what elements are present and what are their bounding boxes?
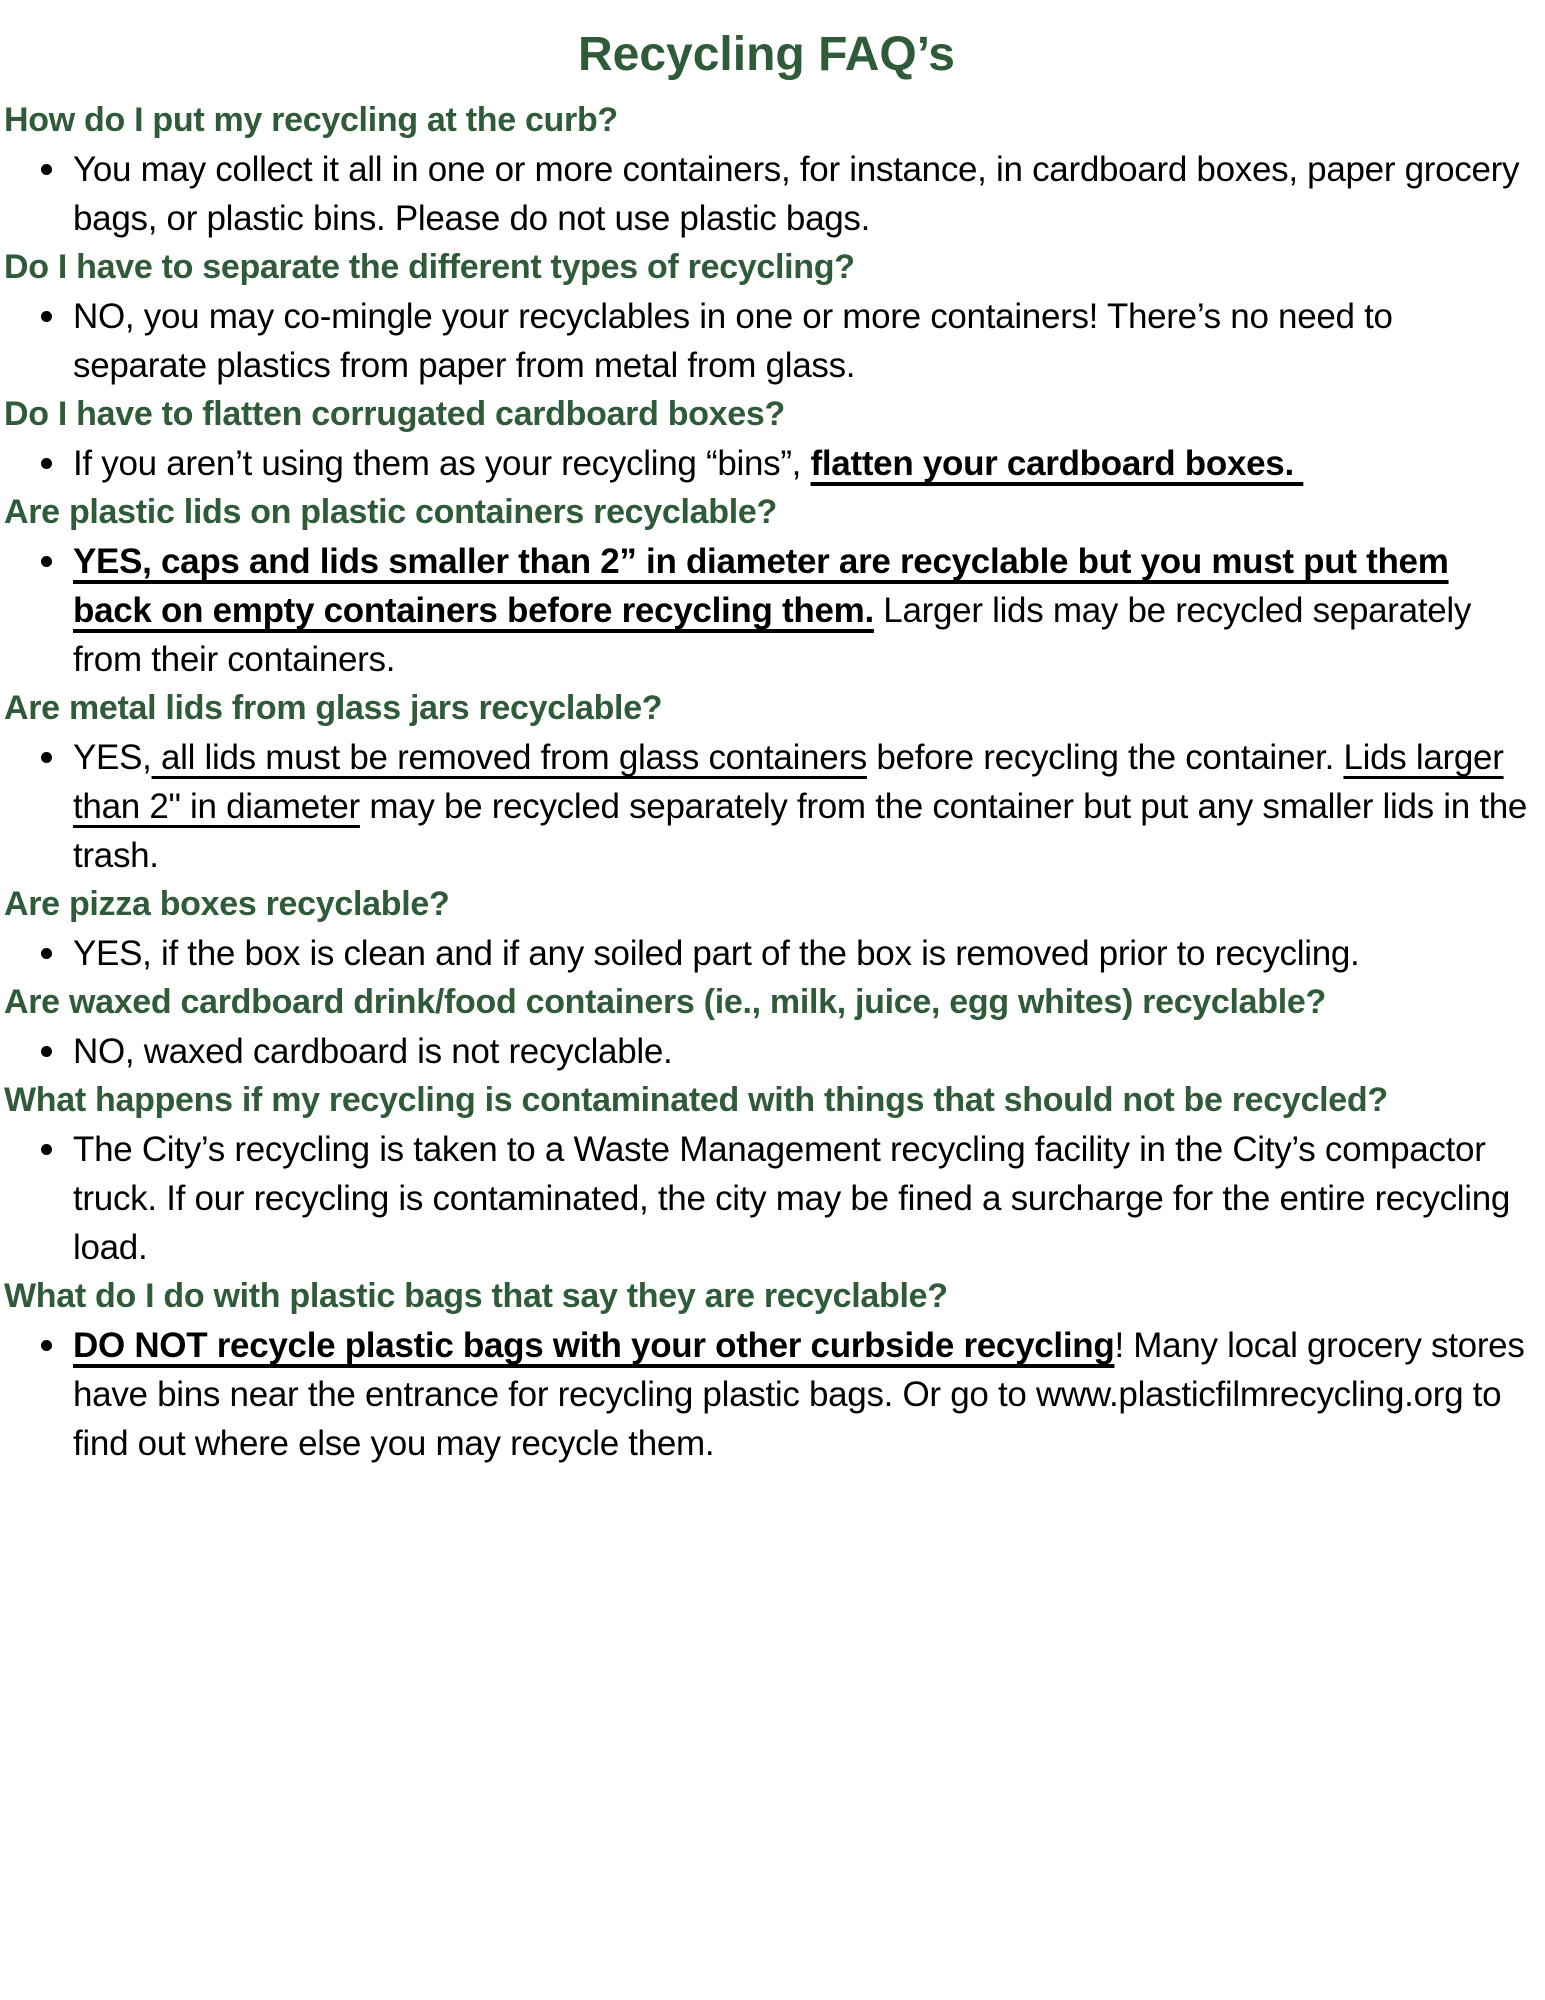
faq-question: What do I do with plastic bags that say they are recyclable? bbox=[4, 1277, 948, 1315]
faq-question: Are plastic lids on plastic containers recyclable? bbox=[4, 493, 777, 531]
answer-segment-normal: YES, bbox=[73, 738, 152, 777]
answer-segment-normal: NO, you may co-mingle your recyclables in one or more containers! There’s no need to separate plastics from paper from metal from glass. bbox=[73, 297, 1393, 385]
bullet-icon bbox=[41, 948, 52, 959]
answer-segment-normal: may be recycled separately from the container but put any smaller lids in the trash. bbox=[73, 787, 1528, 875]
faq-answer bbox=[4, 537, 1529, 684]
faq-answer-text bbox=[73, 733, 1529, 880]
answer-segment-underline: Lids larger than 2" in diameter bbox=[73, 738, 1504, 826]
bullet-icon bbox=[41, 164, 52, 175]
answer-segment-normal: If you aren’t using them as your recycling “bins”, bbox=[73, 444, 811, 483]
answer-segment-normal: NO, waxed cardboard is not recyclable. bbox=[73, 1032, 673, 1071]
faq-answer-text bbox=[73, 145, 1529, 243]
faq-answer-text bbox=[73, 537, 1529, 684]
faq-answer bbox=[4, 292, 1529, 390]
answer-segment-normal: The City’s recycling is taken to a Waste Management recycling facility in the City’s compactor truck. If our recycling is contaminated, the city may be fined a surcharge for the entire recycling load. bbox=[73, 1130, 1511, 1267]
bullet-icon bbox=[41, 556, 52, 567]
bullet-icon bbox=[41, 1340, 52, 1351]
faq-answer bbox=[4, 1027, 1529, 1076]
answer-segment-normal: You may collect it all in one or more containers, for instance, in cardboard boxes, paper grocery bags, or plastic bins. Please do not use plastic bags. bbox=[73, 150, 1520, 238]
faq-question: Are pizza boxes recyclable? bbox=[4, 885, 450, 923]
faq-answer-text bbox=[73, 1321, 1529, 1468]
bullet-icon bbox=[41, 458, 52, 469]
answer-segment-underline: all lids must be removed from glass containers bbox=[151, 738, 867, 777]
faq-answer-text bbox=[73, 929, 1529, 978]
faq-answer bbox=[4, 145, 1529, 243]
faq-question: Do I have to flatten corrugated cardboard boxes? bbox=[4, 395, 785, 433]
answer-segment-normal: Larger lids may be recycled separately from their containers. bbox=[73, 591, 1472, 679]
faq-answer bbox=[4, 929, 1529, 978]
bullet-icon bbox=[41, 752, 52, 763]
answer-segment-normal: YES, if the box is clean and if any soiled part of the box is removed prior to recycling. bbox=[73, 934, 1360, 973]
faq-answer bbox=[4, 733, 1529, 880]
faq-question: Are waxed cardboard drink/food containers (ie., milk, juice, egg whites) recyclable? bbox=[4, 983, 1326, 1021]
faq-answer-text bbox=[73, 1027, 1529, 1076]
answer-segment-bold-underline: DO NOT recycle plastic bags with your other curbside recycling bbox=[73, 1326, 1115, 1365]
faq-question: How do I put my recycling at the curb? bbox=[4, 101, 618, 139]
bullet-icon bbox=[41, 311, 52, 322]
answer-segment-normal: ! Many local grocery stores have bins near the entrance for recycling plastic bags. Or go to www.plasticfilmrecycling.org to find out where else you may recycle them. bbox=[73, 1326, 1525, 1463]
faq-question: Are metal lids from glass jars recyclable? bbox=[4, 689, 663, 727]
faq-list bbox=[4, 96, 1529, 1468]
answer-segment-normal: before recycling the container. bbox=[866, 738, 1344, 777]
faq-question: What happens if my recycling is contaminated with things that should not be recycled? bbox=[4, 1081, 1388, 1119]
faq-answer-text bbox=[73, 439, 1529, 488]
answer-segment-bold-underline: flatten your cardboard boxes. bbox=[810, 444, 1304, 483]
answer-segment-bold-underline: YES, caps and lids smaller than 2” in diameter are recyclable but you must put them back on empty containers before recycling them. bbox=[73, 542, 1449, 630]
faq-answer bbox=[4, 439, 1529, 488]
faq-question: Do I have to separate the different types of recycling? bbox=[4, 248, 855, 286]
faq-answer-text bbox=[73, 292, 1529, 390]
faq-answer bbox=[4, 1321, 1529, 1468]
faq-answer-text bbox=[73, 1125, 1529, 1272]
faq-answer bbox=[4, 1125, 1529, 1272]
bullet-icon bbox=[41, 1144, 52, 1155]
page-title: Recycling FAQ’s bbox=[577, 28, 955, 81]
bullet-icon bbox=[41, 1046, 52, 1057]
